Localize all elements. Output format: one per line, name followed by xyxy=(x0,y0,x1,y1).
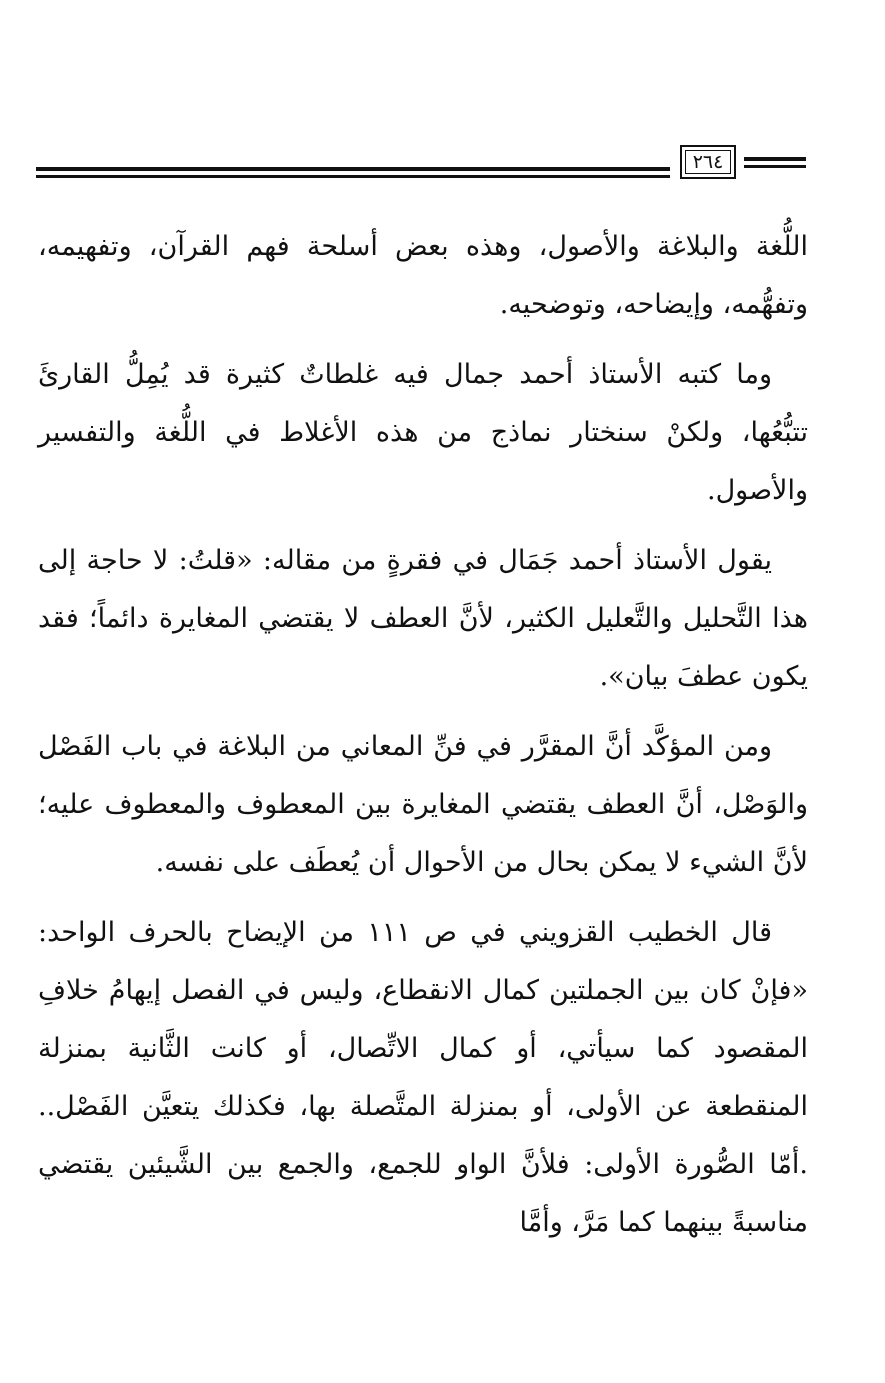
page-number: ٢٦٤ xyxy=(680,145,736,179)
paragraph-3: يقول الأستاذ أحمد جَمَال في فقرةٍ من مقاله: «قلتُ: لا حاجة إلى هذا التَّحليل والتَّعليل الكثير، لأنَّ العطف لا يقتضي المغايرة دائماً؛ فقد يكون عطفَ بيان». xyxy=(38,545,808,692)
paragraph-4: ومن المؤكَّد أنَّ المقرَّر في فنِّ المعاني من البلاغة في باب الفَصْل والوَصْل، أنَّ العطف يقتضي المغايرة بين المعطوف والمعطوف عليه؛ لأنَّ الشيء لا يمكن بحال من الأحوال أن يُعطَف على نفسه. xyxy=(38,731,808,878)
header-rule-right xyxy=(744,157,806,169)
paragraph-1: اللُّغة والبلاغة والأصول، وهذه بعض أسلحة فهم القرآن، وتفهيمه، وتفهُّمه، وإيضاحه، وتوضحيه. xyxy=(38,231,808,320)
page-body-text xyxy=(38,218,808,1252)
paragraph-2: وما كتبه الأستاذ أحمد جمال فيه غلطاتٌ كثيرة قد يُمِلُّ القارئَ تتبُّعُها، ولكنْ سنختار نماذج من هذه الأغلاط في اللُّغة والتفسير والأصول. xyxy=(38,359,808,506)
paragraph-5: قال الخطيب القزويني في ص ١١١ من الإيضاح بالحرف الواحد: «فإنْ كان بين الجملتين كمال الانقطاع، وليس في الفصل إيهامُ خلافِ المقصود كما سيأتي، أو كمال الاتِّصال، أو كانت الثَّانية بمنزلة المنقطعة عن الأولى، أو بمنزلة المتَّصلة بها، فكذلك يتعيَّن الفَصْل.. .أمّا الصُّورة الأولى: فلأنَّ الواو للجمع، والجمع بين الشَّيئين يقتضي مناسبةً بينهما كما مَرَّ، وأمَّا xyxy=(38,917,808,1238)
page-header xyxy=(36,143,806,185)
header-rule-left xyxy=(36,167,670,179)
